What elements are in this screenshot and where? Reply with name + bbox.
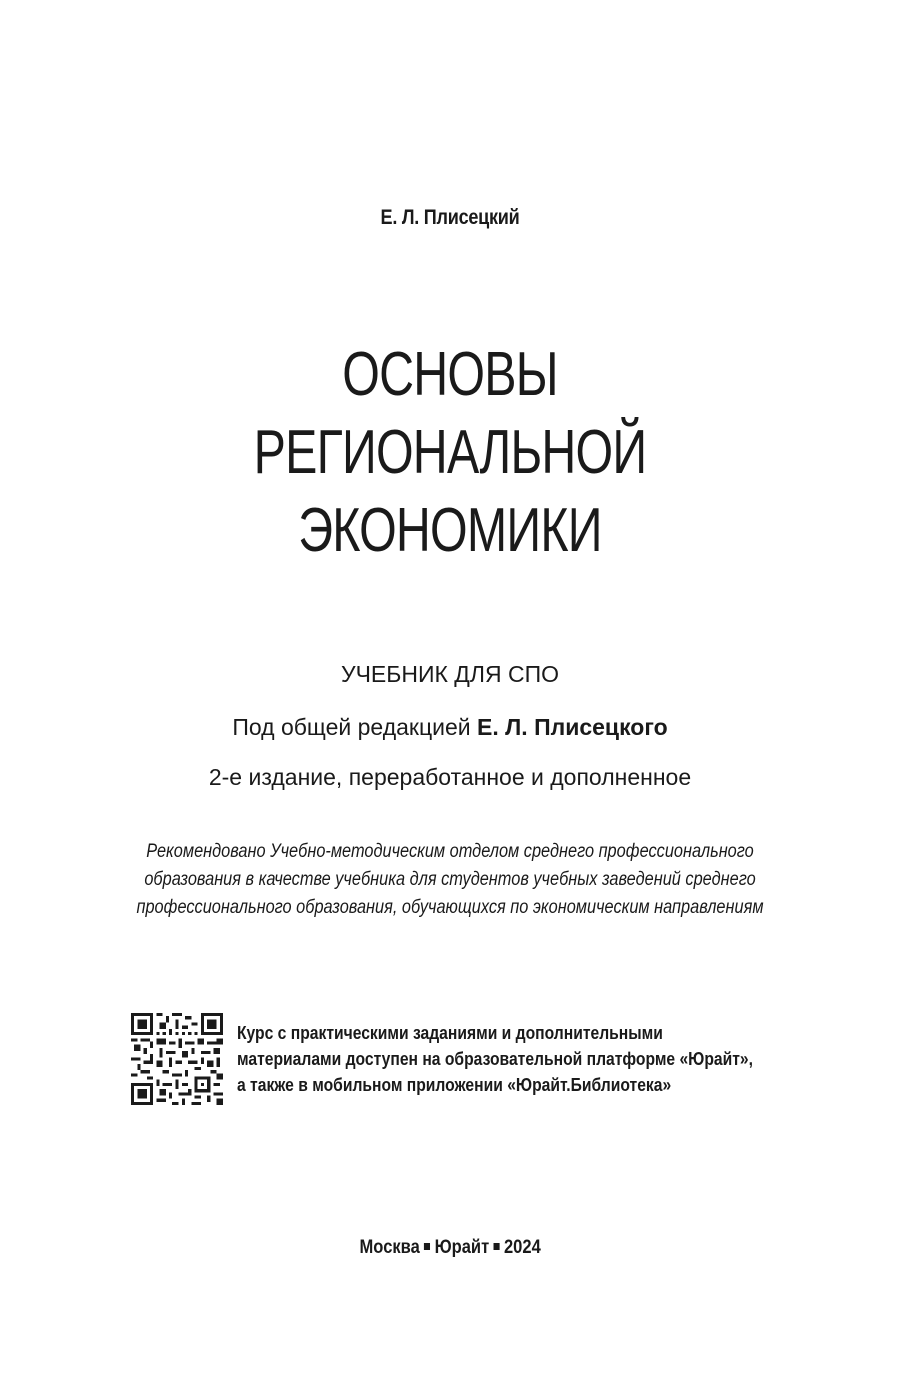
recommendation-text — [0, 838, 900, 922]
edition-info: 2-е издание, переработанное и дополненное — [208, 764, 692, 790]
title-line-2: РЕГИОНАЛЬНОЙ — [253, 418, 647, 487]
recommendation-line-1: Рекомендовано Учебно-методическим отделом среднего профессионального — [146, 841, 754, 862]
editor-name: Е. Л. Плисецкого — [477, 714, 668, 740]
title-line-1: ОСНОВЫ — [342, 340, 558, 409]
editor-line — [0, 714, 900, 741]
course-note-line-2: материалами доступен на образовательной платформе «Юрайт», — [237, 1049, 753, 1069]
title-line-3: ЭКОНОМИКИ — [298, 496, 602, 565]
imprint-city: Москва — [359, 1237, 420, 1258]
course-note — [237, 1020, 877, 1098]
recommendation-line-3: профессионального образования, обучающихся по экономическим направлениям — [136, 897, 764, 918]
square-separator-icon — [493, 1243, 499, 1250]
square-separator-icon — [424, 1243, 430, 1250]
editor-prefix: Под общей редакцией — [232, 714, 478, 740]
imprint-year: 2024 — [503, 1237, 541, 1258]
imprint-publisher: Юрайт — [434, 1237, 490, 1258]
author-name: Е. Л. Плисецкий — [380, 206, 520, 229]
book-type: УЧЕБНИК ДЛЯ СПО — [340, 661, 559, 687]
course-note-line-1: Курс с практическими заданиями и дополнительными — [237, 1023, 663, 1043]
book-title — [0, 336, 900, 570]
qr-code-icon[interactable] — [131, 1013, 223, 1105]
recommendation-line-2: образования в качестве учебника для студентов учебных заведений среднего — [144, 869, 756, 890]
course-note-line-3: а также в мобильном приложении «Юрайт.Библиотека» — [237, 1075, 672, 1095]
imprint — [0, 1237, 900, 1259]
